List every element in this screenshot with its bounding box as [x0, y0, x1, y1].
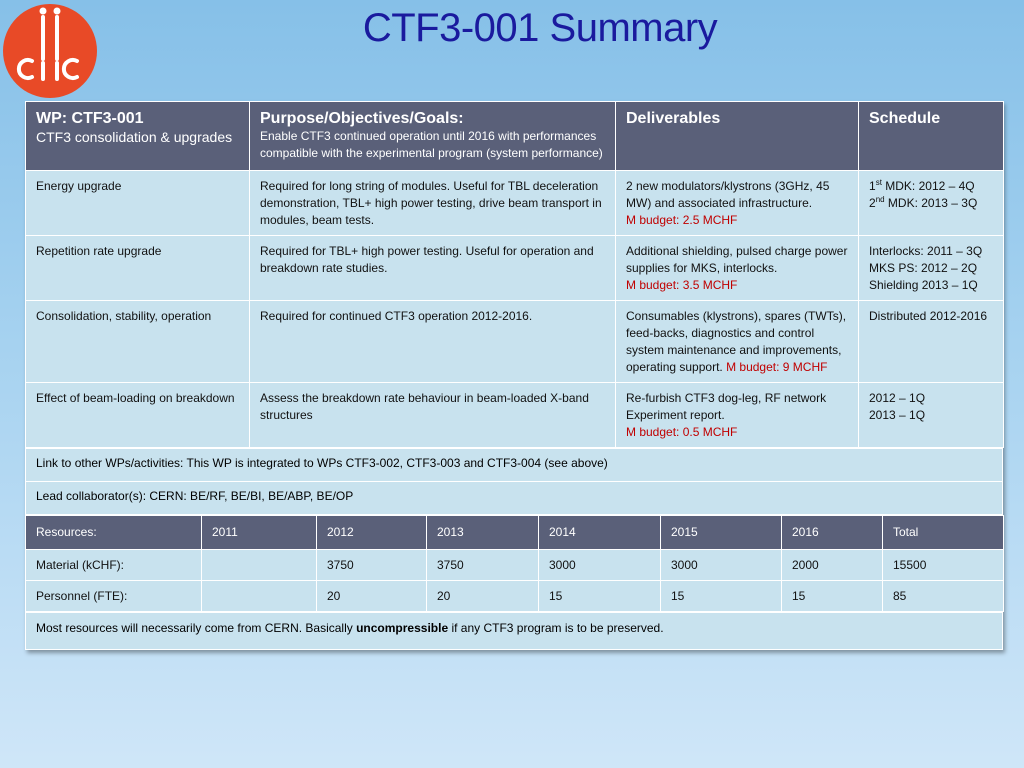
deliverables-text: Re-furbish CTF3 dog-leg, RF network Experiment report. [626, 391, 827, 422]
note-text: Most resources will necessarily come from CERN. Basically uncompressible if any CTF3 program is to be preserved. [26, 613, 1003, 650]
purpose-cell: Required for continued CTF3 operation 2012-2016. [250, 301, 616, 383]
lead-row [26, 482, 1003, 515]
table-row [26, 171, 1004, 236]
deliverables-cell [616, 301, 859, 383]
schedule-line: Distributed 2012-2016 [869, 309, 988, 323]
wp-cell: Effect of beam-loading on breakdown [26, 383, 250, 448]
schedule-cell [859, 383, 1004, 448]
table-row [26, 236, 1004, 301]
link-row [26, 449, 1003, 482]
deliverables-cell [616, 383, 859, 448]
table-row [26, 383, 1004, 448]
schedule-label: Schedule [869, 110, 941, 127]
resources-cell: 3750 [427, 550, 539, 581]
page-title: CTF3-001 Summary [362, 6, 718, 50]
resources-row [26, 550, 1004, 581]
purpose-cell: Required for long string of modules. Useful for TBL deceleration demonstration, TBL+ high power testing, drive beam transport in modules, beam tests. [250, 171, 616, 236]
schedule-cell [859, 236, 1004, 301]
note-row [26, 613, 1003, 650]
summary-table [25, 101, 1004, 448]
links-table [25, 448, 1003, 515]
resources-cell: 20 [427, 581, 539, 612]
purpose-label: Purpose/Objectives/Goals: [260, 110, 464, 127]
summary-panel [25, 101, 1003, 650]
deliverables-cell [616, 236, 859, 301]
resources-cell: 85 [883, 581, 1004, 612]
resources-cell: 3750 [317, 550, 427, 581]
resources-cell: 3000 [539, 550, 661, 581]
purpose-cell: Required for TBL+ high power testing. Useful for operation and breakdown rate studies. [250, 236, 616, 301]
note-emphasis: uncompressible [356, 621, 449, 635]
wp-subtitle: CTF3 consolidation & upgrades [36, 129, 233, 145]
resources-cell: 15 [782, 581, 883, 612]
note-table [25, 612, 1003, 650]
resources-header-cell: 2011 [202, 516, 317, 550]
wp-cell: Consolidation, stability, operation [26, 301, 250, 383]
wp-header-cell [26, 102, 250, 171]
resources-cell: 15 [661, 581, 782, 612]
schedule-line: 2012 – 1Q [869, 391, 926, 405]
resources-header-cell: Total [883, 516, 1004, 550]
purpose-header-cell [250, 102, 616, 171]
resources-table [25, 515, 1004, 612]
schedule-line: MKS PS: 2012 – 2Q [869, 261, 978, 275]
resources-header-cell: Resources: [26, 516, 202, 550]
wp-cell: Repetition rate upgrade [26, 236, 250, 301]
schedule-line: 2nd MDK: 2013 – 3Q [869, 195, 978, 210]
resources-cell: 15500 [883, 550, 1004, 581]
resources-header-cell: 2016 [782, 516, 883, 550]
resources-cell: 2000 [782, 550, 883, 581]
table-row [26, 301, 1004, 383]
wp-label: WP: CTF3-001 [36, 110, 144, 127]
deliverables-text: Consumables (klystrons), spares (TWTs), feed-backs, diagnostics and control system maintenance and improvements, operating support. [626, 309, 847, 374]
resources-header-row [26, 516, 1004, 550]
resources-cell [202, 550, 317, 581]
resources-row [26, 581, 1004, 612]
deliverables-header-cell [616, 102, 859, 171]
schedule-line: 2013 – 1Q [869, 408, 926, 422]
resources-cell: Personnel (FTE): [26, 581, 202, 612]
lead-text: Lead collaborator(s): CERN: BE/RF, BE/BI, BE/ABP, BE/OP [26, 482, 1003, 515]
resources-cell: 3000 [661, 550, 782, 581]
deliverables-text: Additional shielding, pulsed charge power supplies for MKS, interlocks. [626, 244, 848, 275]
budget-text: M budget: 3.5 MCHF [626, 278, 738, 292]
resources-cell: 20 [317, 581, 427, 612]
summary-header-row [26, 102, 1004, 171]
schedule-header-cell [859, 102, 1004, 171]
clic-logo [2, 3, 98, 99]
budget-text: M budget: 9 MCHF [726, 360, 828, 374]
budget-text: M budget: 0.5 MCHF [626, 425, 738, 439]
schedule-line: Shielding 2013 – 1Q [869, 278, 978, 292]
link-text: Link to other WPs/activities: This WP is integrated to WPs CTF3-002, CTF3-003 and CTF3-004 (see above) [26, 449, 1003, 482]
deliverables-label: Deliverables [626, 110, 721, 127]
schedule-line: 1st MDK: 2012 – 4Q [869, 178, 975, 193]
budget-text: M budget: 2.5 MCHF [626, 213, 738, 227]
purpose-cell: Assess the breakdown rate behaviour in beam-loaded X-band structures [250, 383, 616, 448]
deliverables-text: 2 new modulators/klystrons (3GHz, 45 MW) and associated infrastructure. [626, 179, 830, 210]
purpose-text: Enable CTF3 continued operation until 2016 with performances compatible with the experimental program (system performance) [260, 129, 603, 160]
schedule-cell [859, 301, 1004, 383]
resources-header-cell: 2013 [427, 516, 539, 550]
schedule-line: Interlocks: 2011 – 3Q [869, 244, 983, 258]
resources-header-cell: 2015 [661, 516, 782, 550]
resources-header-cell: 2014 [539, 516, 661, 550]
resources-cell: 15 [539, 581, 661, 612]
resources-cell: Material (kCHF): [26, 550, 202, 581]
schedule-cell [859, 171, 1004, 236]
resources-header-cell: 2012 [317, 516, 427, 550]
resources-cell [202, 581, 317, 612]
wp-cell: Energy upgrade [26, 171, 250, 236]
deliverables-cell [616, 171, 859, 236]
